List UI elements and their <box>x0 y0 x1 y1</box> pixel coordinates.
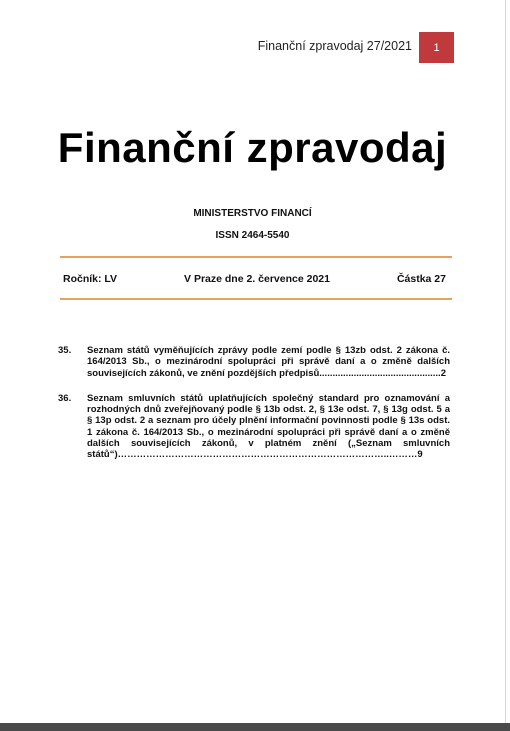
toc-entry-number: 35. <box>58 345 72 356</box>
bottom-divider <box>60 298 452 300</box>
toc-entry-number: 36. <box>58 392 72 404</box>
issue-info-row <box>63 273 446 285</box>
publication-title: Finanční zpravodaj <box>57 124 448 171</box>
toc-entry-text: Seznam států vyměňujících zprávy podle zemí podle § 13zb odst. 2 zákona č. 164/2013 Sb., o mezinárodní spolupráci při správě daní a o změně dalších souvisejících zákonů, ve znění pozdějších předpisů..............................................2 <box>87 345 450 379</box>
viewer-bottom-strip <box>0 723 510 731</box>
issn-number: ISSN 2464-5540 <box>215 230 290 241</box>
toc-entry-36[interactable] <box>58 393 450 461</box>
issue-part: Částka 27 <box>396 273 446 285</box>
running-header: Finanční zpravodaj 27/2021 <box>257 39 412 53</box>
issue-date: V Praze dne 2. července 2021 <box>184 273 330 285</box>
table-of-contents <box>58 345 450 475</box>
top-divider <box>60 256 452 258</box>
page-number-badge: 1 <box>419 32 454 63</box>
toc-entry-35[interactable] <box>58 345 450 379</box>
publisher-name: MINISTERSTVO FINANCÍ <box>193 208 312 219</box>
volume-label: Ročník: LV <box>63 273 118 285</box>
toc-entry-text: Seznam smluvních států uplatňujících společný standard pro oznamování a rozhodných dnů zveřejňovaný podle § 13b odst. 2, § 13e odst. 7, § 13g odst. 5 a § 13p odst. 2 a seznam pro účely plnění informační povinnosti podle § 13s odst. 1 zákona č. 164/2013 Sb., o mezinárodní spolupráci při správě daní a o změně dalších souvisejících zákonů, v platném znění („Seznam smluvních států“)…………………………………………………………………………..………9 <box>87 392 450 461</box>
